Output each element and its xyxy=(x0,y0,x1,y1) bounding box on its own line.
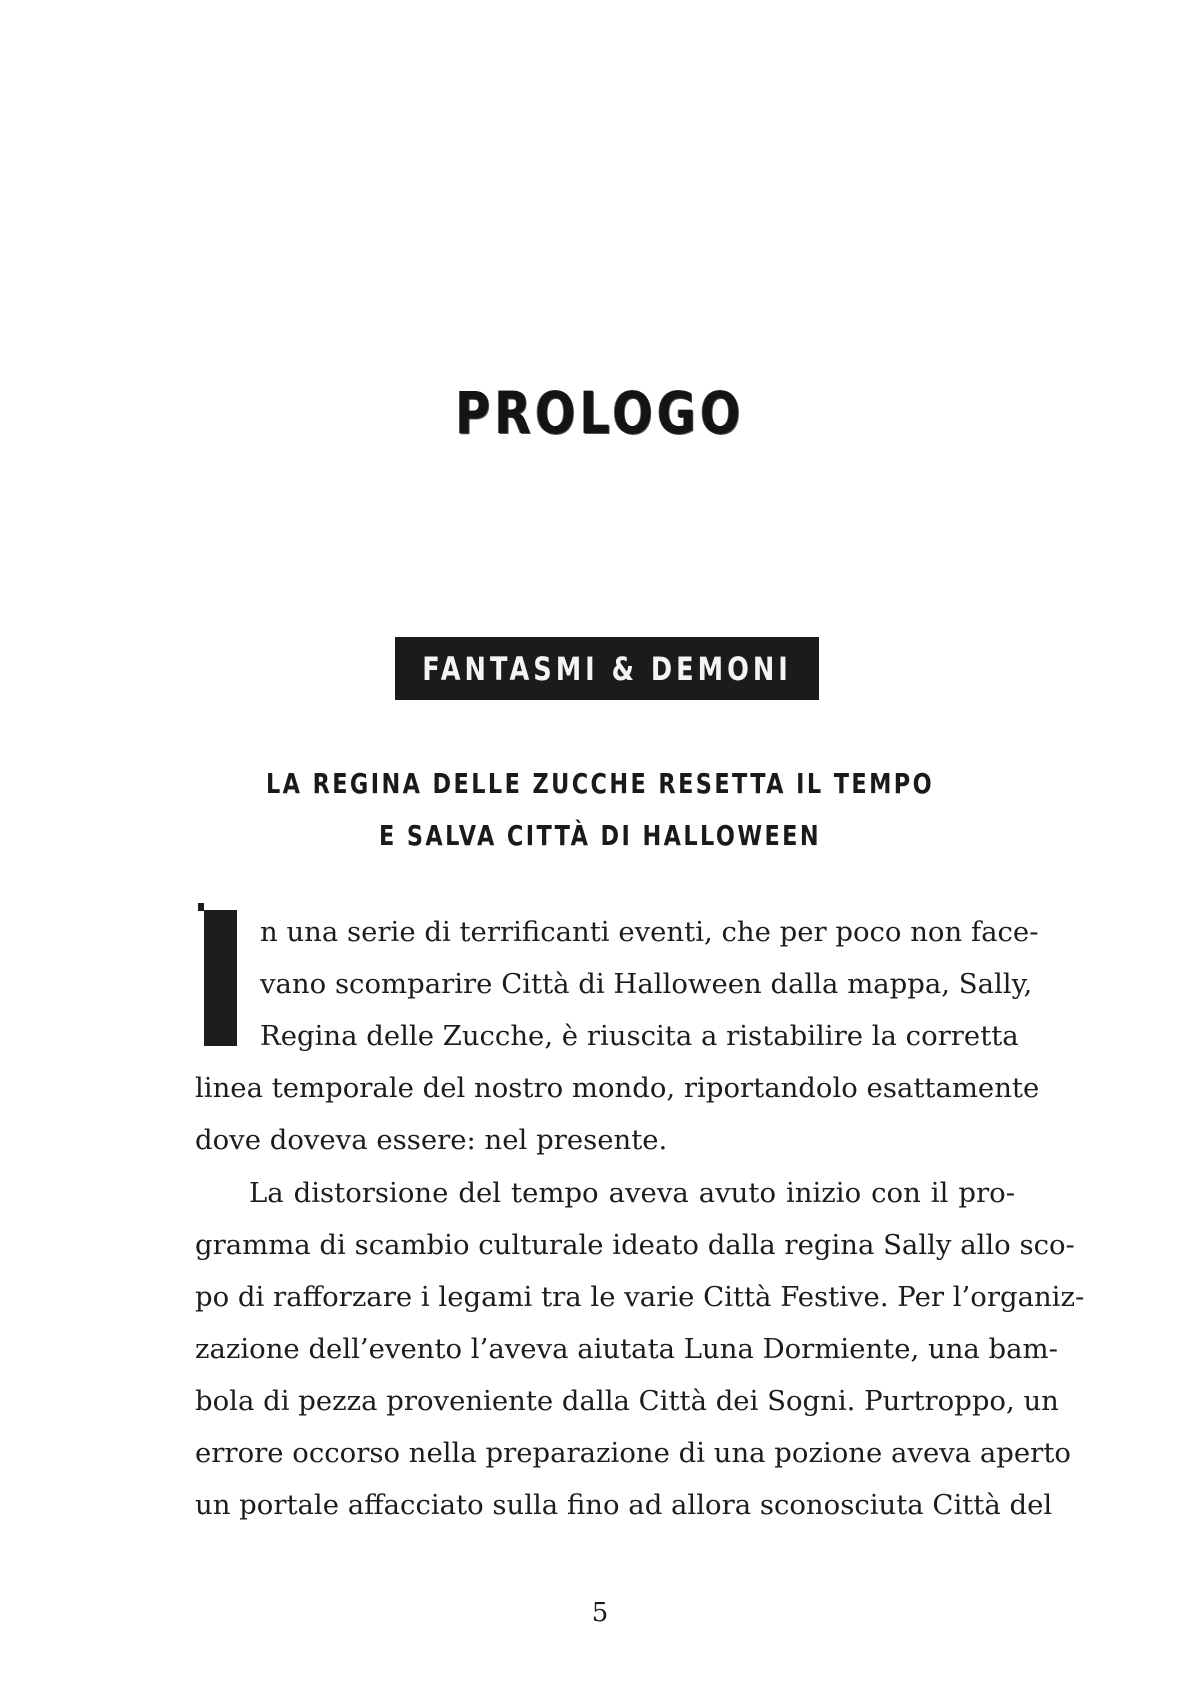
paragraph-line: bola di pezza proveniente dalla Città dei Sogni. Purtroppo, un xyxy=(195,1385,1059,1417)
section-banner-label: FANTASMI & DEMONI xyxy=(422,649,792,688)
paragraph-line: Regina delle Zucche, è riuscita a ristabilire la corretta xyxy=(260,1020,1019,1052)
paragraph-line: po di rafforzare i legami tra le varie Città Festive. Per l’organiz- xyxy=(195,1281,1085,1313)
paragraph-line: gramma di scambio culturale ideato dalla regina Sally allo sco- xyxy=(195,1229,1075,1261)
paragraph-line: un portale affacciato sulla fino ad allora sconosciuta Città del xyxy=(195,1489,1053,1521)
headline-line-1: LA REGINA DELLE ZUCCHE RESETTA IL TEMPO xyxy=(265,767,935,800)
paragraph-line: errore occorso nella preparazione di una pozione aveva aperto xyxy=(195,1437,1071,1469)
paragraph-line: vano scomparire Città di Halloween dalla mappa, Sally, xyxy=(260,968,1033,1000)
paragraph-line: dove doveva essere: nel presente. xyxy=(195,1124,668,1156)
paragraph-2 xyxy=(195,1167,1085,1531)
chapter-title: PROLOGO xyxy=(455,378,745,447)
article-headline xyxy=(0,758,1200,862)
page-number: 5 xyxy=(591,1598,609,1628)
paragraph-line: zazione dell’evento l’aveva aiutata Luna Dormiente, una bam- xyxy=(195,1333,1058,1365)
headline-line-2: E SALVA CITTÀ DI HALLOWEEN xyxy=(378,819,821,852)
section-banner xyxy=(395,637,819,700)
paragraph-line: La distorsione del tempo aveva avuto inizio con il pro- xyxy=(249,1177,1015,1209)
paragraph-line: n una serie di terrificanti eventi, che per poco non face- xyxy=(260,916,1039,948)
paragraph-1 xyxy=(195,906,1040,1166)
paragraph-line: linea temporale del nostro mondo, riportandolo esattamente xyxy=(195,1072,1040,1104)
